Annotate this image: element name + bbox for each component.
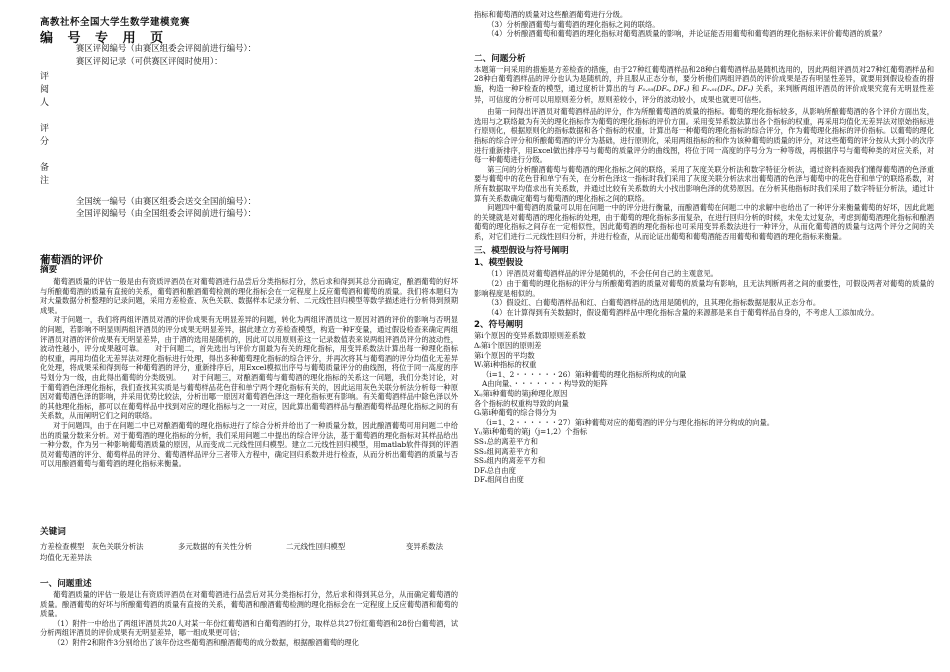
assumptions-heading: 1、模型假设 <box>474 258 523 269</box>
vertical-char: 阅 <box>40 85 50 95</box>
section-1-item: （3）分析酿酒葡萄与葡萄酒的理化指标之间的联络。 <box>487 19 660 29</box>
section-2-paragraph: 问题四中葡萄酒的质量可以用在问题一中的评分进行衡量，而酿酒葡萄在问题二中的求解中也给出了一种评分来衡量葡萄的好坏，因此此题的关键就是对葡萄酒的理化指标的处理，由于葡萄的理化指标多而复杂，在进行回归分析的时候，未免太过复杂，考虑到葡萄酒理化指标和酿酒葡萄的理化指标之间存在一定相似性，因此葡萄酒的理化指标也可采用变异系数法进行一种评分，从而化葡萄酒的质量与这两个评分之间的关系，对它们进行二元线性回归分析，并进行检查，从而论证出葡萄和葡萄酒能否用葡萄和葡萄酒的理化指标来衡量。 <box>474 203 934 241</box>
keyword: 方差检查模型 灰色关联分析法 <box>40 542 144 551</box>
section-1-continued: 指标和葡萄酒的质量对这些酿酒葡萄进行分级。 <box>474 10 628 19</box>
division-review-record: 赛区评阅记录（可供赛区评阅时使用）： <box>76 56 223 66</box>
symbol-item: DFₛ组间自由度 <box>474 475 524 485</box>
right-column-flow <box>474 10 934 485</box>
national-review-number: 全国评阅编号（由全国组委会评阅前进行编号）： <box>76 208 257 218</box>
vertical-char: 人 <box>40 98 50 108</box>
vertical-char: 分 <box>40 137 50 147</box>
keyword: 变异系数法 <box>406 542 443 551</box>
numbering-page-title: 编 号 专 用 页 <box>40 31 169 46</box>
vertical-char: 备 <box>40 163 50 173</box>
assumption-item: （2）由于葡萄的理化指标的评分与所酿葡萄酒的质量对葡萄的质量均有影响，且无法判断两者之间的重要性，可假设两者对葡萄的质量的影响程度是相似的。 <box>474 279 934 298</box>
vertical-char: 注 <box>40 176 50 186</box>
division-review-number: 赛区评阅编号（由赛区组委会评阅前进行编号）： <box>76 43 257 53</box>
symbol-item: SS₃组内的离差平方和 <box>474 456 546 466</box>
section-1-paragraph: 葡萄酒质量的评估一般是让有资质评酒员在对葡萄酒进行品尝后对其分类指标打分，然后求和得到其总分，从而确定葡萄酒的质量。酿酒葡萄的好坏与所酿葡萄酒的质量有直接的关系，葡萄酒和酿酒葡萄检测的理化指标会在一定程度上反应葡萄酒和葡萄的质量。 <box>40 590 458 619</box>
section-1 <box>40 578 458 648</box>
keywords-heading: 关键词 <box>40 527 66 537</box>
keyword: 二元线性回归模型 <box>286 542 346 551</box>
abstract-paragraph: 对于问题四，由于在问题二中已对酿酒葡萄的理化指标进行了综合分析并给出了一种质量分数，因此酿酒葡萄可用问题二中给出的质量分数来分析。对于葡萄酒的理化指标的分析，我们采用问题二中提出的综合评分法，基于葡萄酒的理化指标对其样品给出一种分数，作为另一种影响葡萄酒质量的原因，从而变成二元线性回归模型。建立二元线性回归模型，用matlab软件得到的评酒员对葡萄酒的评分、葡萄样品的评分、葡萄酒样品评分三者带入方程中，确定回归系数并进行检查，从而分析出葡萄酒的质量与否可以用酿酒葡萄与葡萄酒的理化指标来衡量。 <box>40 420 458 469</box>
abstract-paragraph: 葡萄酒质量的评估一般是由有资质评酒员在对葡萄酒进行品尝后分类指标打分，然后求和得到其总分而确定，酿酒葡萄的好坏与所酿葡萄酒的质量有直接的关系，葡萄酒和酿酒葡萄检测的理化指标会在一定程度上反应葡萄酒和葡萄的质量。我们将本题归为对大量数据分析整理的记录问题，采用方差检查、灰色关联、数据样本记录分析、二元线性回归模型等数学描述进行分析得到预期成果。 <box>40 277 458 315</box>
symbol-item: SS₁总的离差平方和 <box>474 436 538 446</box>
symbol-item: Gᵢ第i种葡萄的综合得分为 <box>474 408 557 418</box>
section-1-heading: 一、问题重述 <box>40 579 92 589</box>
paper-title: 葡萄酒的评价 <box>40 254 103 266</box>
section-2-paragraph: 第三问的分析酿酒葡萄与葡萄酒的理化指标之间的联络，采用了灰度关联分析法和数字特征分析法，通过资料查阅我们懂得葡萄酒的色泽重要与葡萄中的花色苷和单宁有关，在分析色泽这一指标时我们采用了灰度关联分析法求出葡萄酒的色泽与葡萄中的花色苷和单宁的联络系数，对所有数据取平均值求出有关系数，并通过比较有关系数的大小找出影响色泽的优势原因。在分析其他指标时我们采用了数字特征分析法，通过计算有关系数确定葡萄与葡萄酒的理化指标之间的联络。 <box>474 164 934 203</box>
section-2-text: 和 <box>691 83 700 93</box>
symbol-item: Wᵢ第i种指标的权重 <box>474 360 537 370</box>
keyword: 多元数据的有关性分析 <box>178 542 252 551</box>
assumption-item: （4）在计算得到有关数据时，假设葡萄酒样品中理化指标含量的来源都是来自于葡萄样品自身的，不考虑人工添加成分。 <box>487 307 879 317</box>
contest-title: 高教社杯全国大学生数学建模竞赛 <box>40 17 191 28</box>
symbol-item: Xᵢⱼ第i种葡萄的第j种理化原因 <box>474 389 568 398</box>
section-2-paragraph: 由第一问得出评酒员对葡萄酒样品的评分，作为所酿葡萄酒的质量的指标。葡萄的理化指标较多，从影响所酿葡萄酒的各个评价方面出发，选用与之联络最为有关的理化指标作为葡萄的理化指标的评价方面。采用变异系数法算出各个指标的权重，再采用均值化无差异法对原始指标进行原则化，根据原则化的指标数据和各个指标的权重，计算出每一种葡萄的理化指标的综合评分，作为葡萄理化指标的评价指标。以葡萄的理化指标的综合评分和所酿葡萄酒的评分为基础，进行原则化，采用两组指标的和作为该种葡萄的质量的评分，对这些葡萄的评分按从大到小的次序进行重新排序，用Excel做出排序号与葡萄的质量评分的曲线图，将位于同一高度的序号分为一种等级，再根据序号与葡萄种类的对应关系，对每一种葡萄进行分级。 <box>474 107 934 165</box>
symbol-item: DFₜ总自由度 <box>474 465 516 475</box>
symbol-item: SS₂组间离差平方和 <box>474 446 538 456</box>
keyword: 均值化无差异法 <box>40 553 92 562</box>
section-1-paragraph: （1）附件一中给出了两组评酒员共20人对某一年份红葡萄酒和白葡萄酒的打分，取样总共27份红葡萄酒和28份白葡萄酒，试分析两组评酒员的评价成果有无明显差异，哪一组成果更可信； <box>40 618 458 638</box>
f-critical-001-formula: F₀.₀₁(DFₛ, DFₑ) <box>701 84 754 93</box>
assumption-item: （3）假设红、白葡萄酒样品和红、白葡萄酒样品的选用是随机的，且其理化指标数据是服从正态分布。 <box>487 298 821 308</box>
section-3-heading: 三、模型假设与符号阐明 <box>474 246 569 257</box>
symbols-heading: 2、符号阐明 <box>474 320 523 331</box>
vertical-char: 评 <box>40 72 50 82</box>
section-2-text: 关系，来判断两组评酒员的评价成果究竟有无明显性差异，可信度的分析可以用原则差分析，原则差较小，评分的波动较小，成果也就更可信些。 <box>474 83 934 104</box>
symbol-item: （i=1、2・・・・・・27）第i种葡萄对应的葡萄酒的评分与理化指标的评分构成的向量。 <box>482 417 775 427</box>
left-column <box>40 0 458 672</box>
symbol-item: 第i个原因的变异系数即原则差系数 <box>474 331 586 341</box>
symbol-item: 第i个原因的平均数 <box>474 350 535 360</box>
symbol-item: Δᵢ第i个原因的原则差 <box>474 341 542 351</box>
symbol-item: Yᵢⱼ第i种葡萄的第j（j=1,2）个指标 <box>474 427 588 437</box>
right-column <box>474 0 934 672</box>
section-1-item: （4）分析酿酒葡萄和葡萄酒的理化指标对葡萄酒质量的影响，并论证能否用葡萄和葡萄酒的理化指标来评价葡萄酒的质量？ <box>487 29 886 39</box>
abstract-paragraph: 对于问题一，我们将两组评酒员对酒的评价成果有无明显差异的问题，转化为两组评酒员这一原因对酒的评价的影响与否明显的问题，若影响不明显则两组评酒员的评分成果无明显差异，据此建立方差检查模型，构造一种F变量，通过假设检查来确定两组评酒员对酒的评价成果有无明显差异，由于酒的选用是随机的，因此可以用原则差这一记录数值表来说两组评酒员评分的波动性，波动性越小，评分成果越可靠。 对于问题二，首先选出与评价方面最为有关的理化指标，用变异系数法计算出每一种理化指标的权重，再用均值化无差异法对理化指标进行处理，得出多种葡萄理化指标的综合评分，并再次将其与葡萄酒的评分均值化无差异化处理，将成果采和得到每一种葡萄酒的评分，重新排序后，用Excel模拟出序号与葡萄质量评分的曲线图，将位于同一高度的序号划分为一级，由此得出葡萄的分类级别。 对于问题三，对酿酒葡萄与葡萄酒的理化指标的关系这一问题，我们分类讨论，对于葡萄酒色泽理化指标，我们查找其实质是与葡萄样品花色苷和单宁两个理化指标有关的，因此运用灰色关联分析法分析每一种原因对葡萄酒色泽的影响，并采用优势比较法，分析出哪一原因对葡萄酒色泽这一理化指标更有影响。有关葡萄酒样品中除色泽以外的其他理化指标，都可以在葡萄样品中找到对应的理化指标与之一一对应，因此算出葡萄酒样品与酿酒葡萄样品理化指标之间的有关系数，从而阐明它们之间的联络。 <box>40 315 458 421</box>
section-1-paragraph: （2）附件2和附件3分别给出了该年份这些葡萄酒和酿酒葡萄的成分数据，根据酿酒葡萄的理化 <box>53 637 359 647</box>
abstract-body <box>40 277 458 469</box>
symbol-item: （i=1、2・・・・・・26）第i种葡萄的理化指标所构成的向量 <box>482 369 687 379</box>
section-2-paragraph <box>474 65 934 104</box>
symbol-item: 各个指标的权重构导致的向量 <box>474 398 569 408</box>
f-critical-005-formula: F₀.₀₅(DFₛ, DFₑ) <box>637 84 690 93</box>
national-number: 全国统一编号（由赛区组委会送交全国前编号）： <box>76 196 257 206</box>
section-2-heading: 二、问题分析 <box>474 53 526 64</box>
vertical-char: 评 <box>40 124 50 134</box>
section-2-text: 本题第一问采用的措施是方差检查的措施，由于27种红葡萄酒样品和28种白葡萄酒样品是随机选用的，因此两组评酒员对27种红葡萄酒样品和28种白葡萄酒样品的评分也认为是随机的，并且服从正态分布，要分析他们两组评酒员的评价成果是否有明显性差异，就要用到假设检查的措施，构造一种F检查的模型，通过度析计算出的与 <box>474 64 934 93</box>
assumption-item: （1）评酒员对葡萄酒样品的评分是随机的，不会任何自己的主观意见。 <box>487 269 718 279</box>
abstract-heading: 摘要 <box>40 265 58 275</box>
symbol-item: A由向量、・・・・・・・构导致的矩阵 <box>482 379 608 389</box>
